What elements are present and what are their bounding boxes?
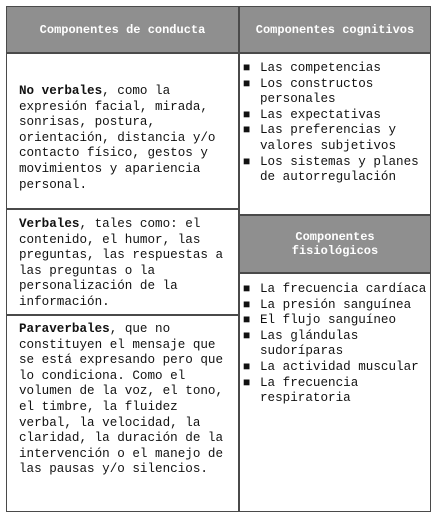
verbales-text: , tales como: el contenido, el humor, las preguntas, las respuestas a las preguntas o la personalización de la información. [19,217,224,309]
no-verbales-text: , como la expresión facial, mirada, sonrisas, postura, orientación, distancia y/o contacto físico, gestos y movimientos y apariencia personal. [19,84,216,192]
list-item: ■ La frecuencia cardíaca [243,282,427,296]
bullet-icon: ■ [243,154,251,169]
bullet-icon: ■ [243,297,251,312]
list-item: ■ Los sistemas y planes de autorregulación [243,154,419,185]
paraverbales-text: , que no constituyen el mensaje que se está expresando pero que lo condiciona. Como el volumen de la voz, el tono, el timbre, la fluidez verbal, la velocidad, la claridad, la duración de la intervención o el manejo de las pausas y/o silencios. [19,322,224,477]
header-cognitivos-label: Componentes cognitivos [255,22,415,37]
list-item: ■ Las expectativas [243,107,381,122]
cell-fisiologicos [239,273,431,512]
bullet-icon: ■ [243,76,251,91]
verbales-paragraph [7,210,238,311]
cognitivos-list [240,61,430,186]
bullet-icon: ■ [243,61,251,75]
list-item: ■ La presión sanguínea [243,297,412,312]
list-item: ■ El flujo sanguíneo [243,313,397,328]
cell-no-verbales [6,53,239,209]
paraverbales-paragraph [7,316,238,478]
cell-paraverbales [6,315,239,512]
header-fisiologicos [239,215,431,273]
cell-cognitivos [239,53,431,215]
components-table [6,6,431,512]
fisiologicos-list [240,282,430,407]
header-conducta [6,6,239,53]
bullet-icon: ■ [243,282,251,296]
paraverbales-term: Paraverbales [19,322,110,336]
list-item: ■ Las preferencias y valores subjetivos [243,123,397,153]
cell-verbales [6,209,239,315]
header-cognitivos [239,6,431,53]
list-item: ■ La frecuencia respiratoria [243,375,359,406]
no-verbales-paragraph [7,54,238,193]
bullet-icon: ■ [243,375,251,390]
verbales-term: Verbales [19,217,80,231]
list-item: ■ Las competencias [243,61,381,75]
bullet-icon: ■ [243,123,251,138]
list-item: ■ Las glándulas sudoríparas [243,328,359,359]
bullet-icon: ■ [243,313,251,328]
no-verbales-term: No verbales [19,84,103,98]
header-conducta-label: Componentes de conducta [39,22,206,37]
list-item: ■ La actividad muscular [243,359,419,374]
bullet-icon: ■ [243,328,251,343]
header-fisiologicos-label: Componentes fisiológicos [291,230,379,258]
bullet-icon: ■ [243,107,251,122]
list-item: ■ Los constructos personales [243,76,374,107]
bullet-icon: ■ [243,359,251,374]
